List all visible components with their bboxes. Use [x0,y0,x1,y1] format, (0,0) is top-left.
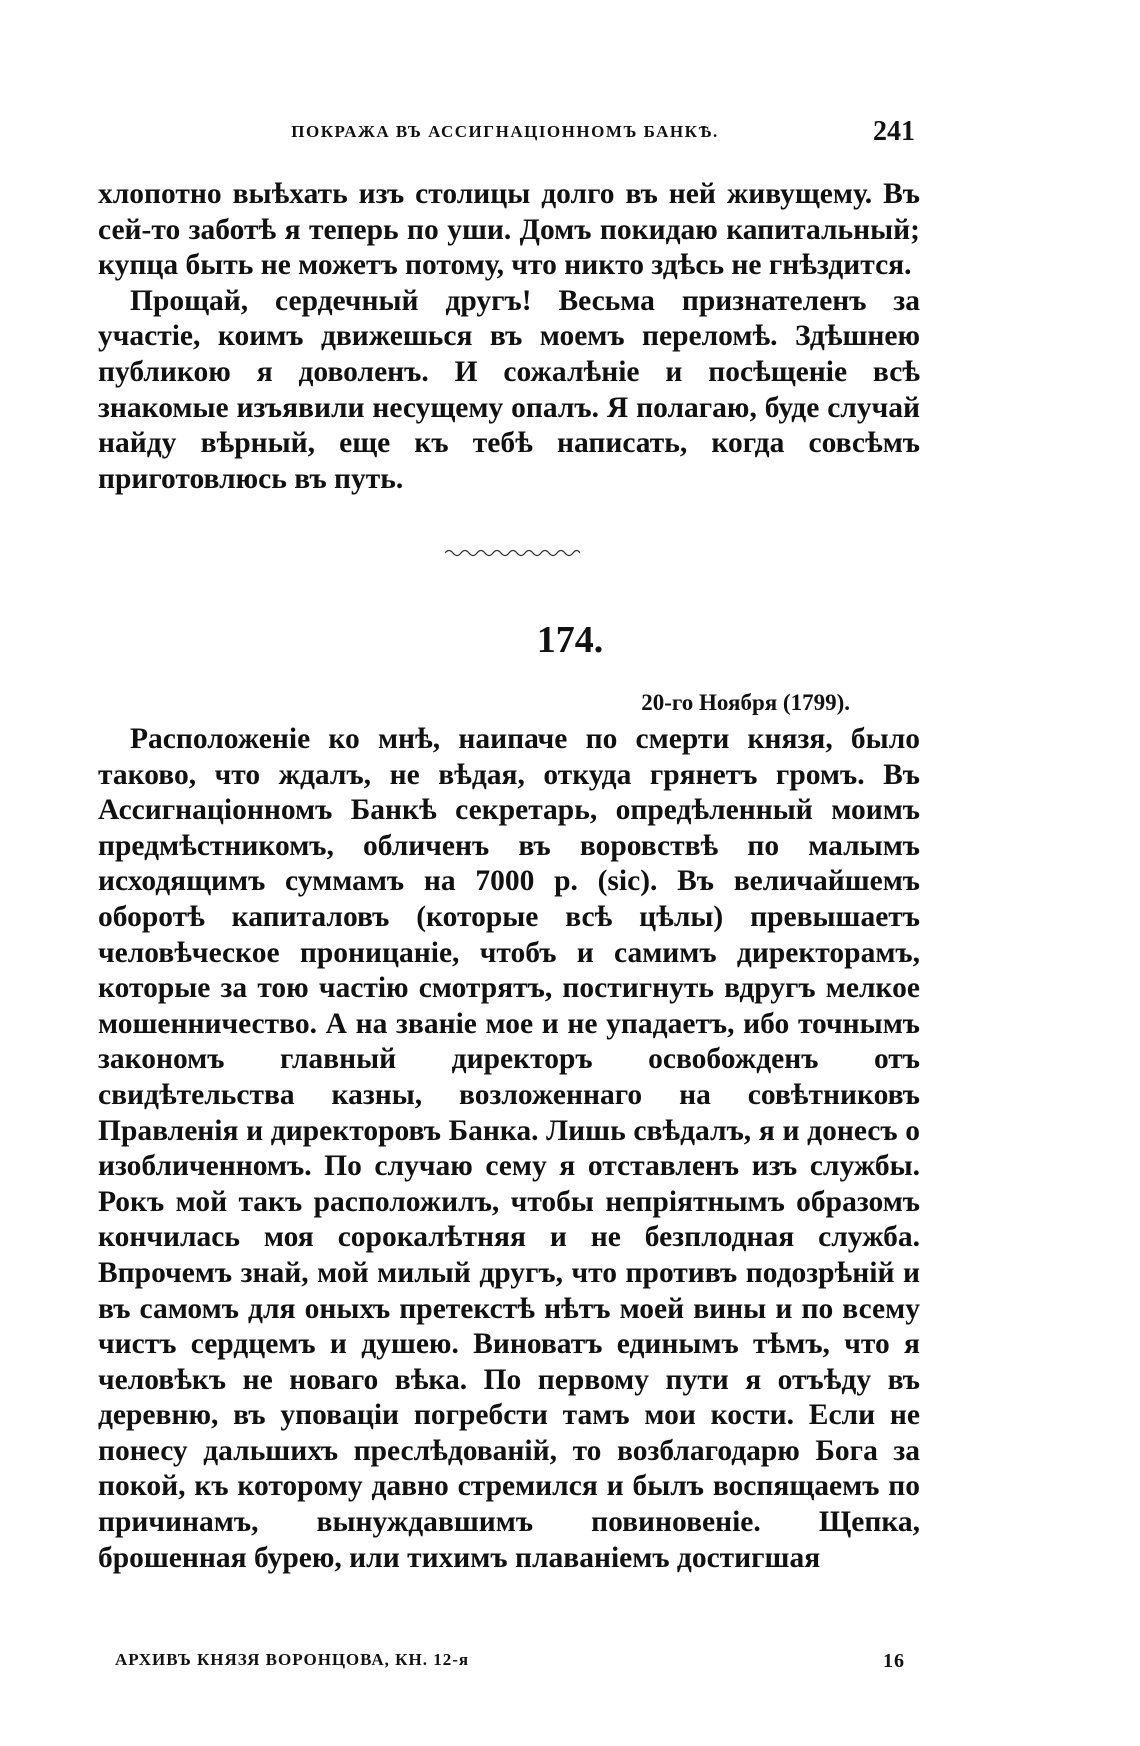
running-head [95,116,915,162]
letter-date: 20-го Ноября (1799). [641,690,850,715]
paragraph: Расположеніе ко мнѣ, наипаче по смерти князя, было таково, что ждалъ, не вѣдая, откуда грянетъ громъ. Въ Ассигнаціонномъ Банкѣ секретарь, опредѣленный моимъ предмѣстникомъ, обличенъ въ воровствѣ по малымъ исходящимъ суммамъ на 7000 р. (sic). Въ величайшемъ оборотѣ капиталовъ (которые всѣ цѣлы) превышаетъ человѣческое проницаніе, чтобъ и самимъ директорамъ, которые за тою частію смотрятъ, постигнуть вдругъ мелкое мошенничество. А на званіе мое и не упадаетъ, ибо точнымъ закономъ главный директоръ освобожденъ отъ свидѣтельства казны, возложеннаго на совѣтниковъ Правленія и директоровъ Банка. Лишь свѣдалъ, я и донесъ о изобличенномъ. По случаю сему я отставленъ изъ службы. Рокъ мой такъ расположилъ, чтобы непріятнымъ образомъ кончилась моя сорокалѣтняя и не безплодная служба. Впрочемъ знай, мой милый другъ, что противъ подозрѣній и въ самомъ для оныхъ претекстѣ нѣтъ моей вины и по всему чистъ сердцемъ и душею. Виноватъ единымъ тѣмъ, что я человѣкъ не новаго вѣка. По первому пути я отъѣду въ деревню, въ уповаціи погребсти тамъ мои кости. Если не понесу дальшихъ преслѣдованій, то возблагодарю Бога за покой, къ которому давно стремился и былъ воспящаемъ по причинамъ, вынуждавшимъ повиновеніе. Щепка, брошенная бурею, или тихимъ плаваніемъ достигшая [98,723,920,1574]
page-number: 241 [873,116,915,147]
running-title: ПОКРАЖА ВЪ АССИГНАЦІОННОМЪ БАНКѢ. [291,122,719,141]
section-divider-ornament [445,546,580,560]
paragraph: Прощай, сердечный другъ! Весьма признателенъ за участіе, коимъ движешься въ моемъ переломѣ. Здѣшнею публикою я доволенъ. И сожалѣніе и посѣщеніе всѣ знакомые изъявили несущему опалъ. Я полагаю, буде случай найду вѣрный, еще къ тебѣ написать, когда совсѣмъ приготовлюсь въ путь. [98,284,920,495]
printer-signature: АРХИВЪ КНЯЗЯ ВОРОНЦОВА, КН. 12-я [115,1650,470,1669]
letter-body [98,722,920,1576]
letter-number: 174. [536,619,604,661]
previous-letter-text [98,177,920,497]
sheet-number: 16 [883,1650,905,1672]
paragraph: хлопотно выѣхать изъ столицы долго въ ней живущему. Въ сей-то заботѣ я теперь по уши. Домъ покидаю капитальный; купца быть не можетъ потому, что никто здѣсь не гнѣздится. [98,178,920,282]
